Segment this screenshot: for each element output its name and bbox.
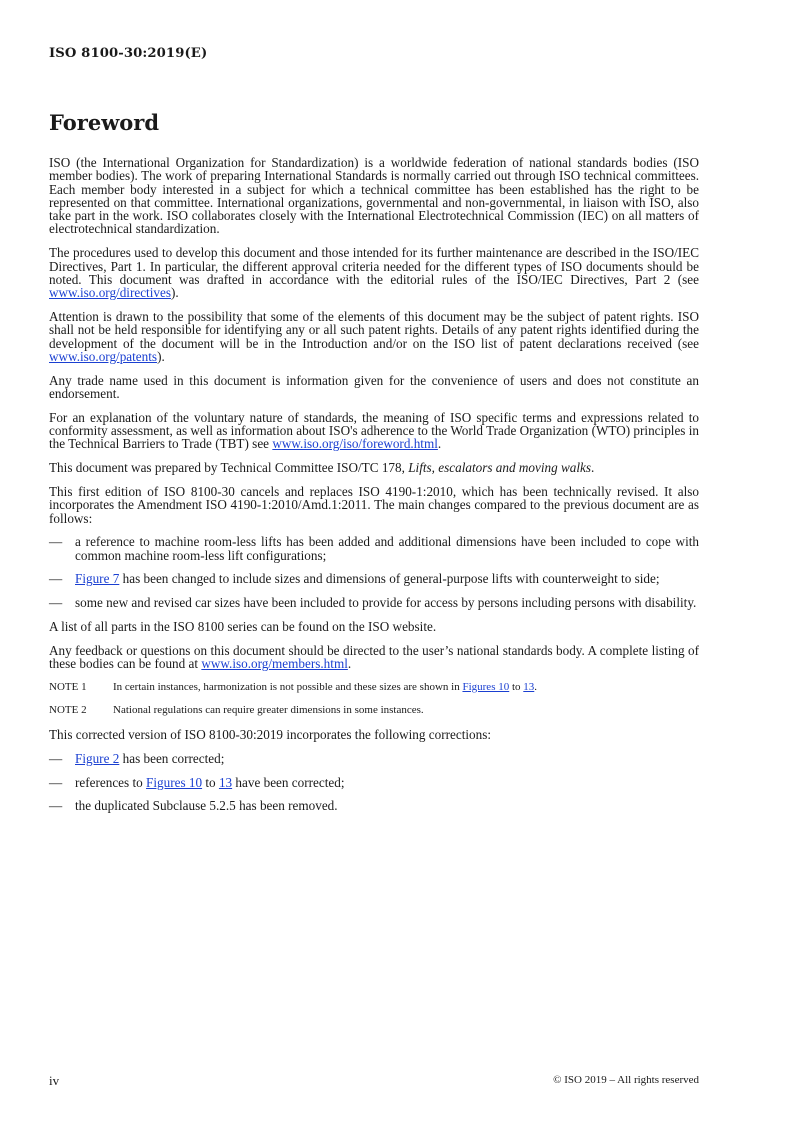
note-1: [49, 681, 699, 694]
paragraph-voluntary: [49, 411, 699, 451]
foreword-info-link[interactable]: www.iso.org/iso/foreword.html: [272, 436, 438, 452]
list-item-text: has been changed to include sizes and dimensions of general-purpose lifts with counterweight to side;: [119, 571, 660, 587]
foreword-body: [49, 156, 699, 823]
note-text-part: .: [534, 680, 538, 693]
paragraph-text: Attention is drawn to the possibility that some of the elements of this document may be the subject of patent rights. ISO shall not be held responsible for identifying any or all such patent rights. Details of any patent rights identified during the development of the document will be in the Introduction and/or on the ISO list of patent declarations received (see: [49, 308, 699, 351]
em-dash: —: [49, 798, 63, 814]
em-dash: —: [49, 534, 63, 550]
list-item-text: a reference to machine room-less lifts has been added and additional dimensions have been included to cope with common machine room-less lift configurations;: [75, 534, 699, 563]
list-item: [49, 535, 699, 562]
list-item-text: the duplicated Subclause 5.2.5 has been removed.: [75, 798, 338, 814]
note-text: [113, 681, 699, 694]
list-item-text: references to: [75, 774, 147, 790]
paragraph-committee: [49, 461, 699, 474]
paragraph-text: .: [591, 460, 595, 476]
paragraph-feedback: [49, 644, 699, 671]
paragraph-text: .: [437, 436, 442, 452]
paragraph-trade-name: Any trade name used in this document is information given for the convenience of users and does not constitute an endorsement.: [49, 372, 699, 401]
patents-link[interactable]: www.iso.org/patents: [49, 348, 158, 364]
list-item: [49, 596, 699, 609]
em-dash: —: [49, 571, 63, 587]
paragraph-patents: [49, 310, 699, 363]
em-dash: —: [49, 750, 63, 766]
figure-13-link[interactable]: 13: [523, 680, 535, 693]
list-item-text: has been corrected;: [119, 750, 225, 766]
page-number: iv: [49, 1073, 60, 1088]
paragraph-corrected-version: This corrected version of ISO 8100-30:2019 incorporates the following corrections:: [49, 726, 492, 742]
list-item: [49, 799, 699, 812]
list-item: [49, 572, 699, 585]
list-item-text: [75, 776, 699, 789]
list-item: [49, 752, 699, 765]
list-item-text: have been corrected;: [232, 774, 345, 790]
note-label: NOTE 1: [49, 680, 87, 693]
page-title: Foreword: [49, 110, 160, 135]
paragraph-edition: This first edition of ISO 8100-30 cancels and replaces ISO 4190-1:2010, which has been technically revised. It also incorporates the Amendment ISO 4190-1:2010/Amd.1:2011. The main changes compared to the previous document are as follows:: [49, 483, 699, 526]
figure-7-link[interactable]: Figure 7: [75, 571, 120, 587]
list-item-text: [75, 572, 699, 585]
paragraph-text: ).: [170, 285, 179, 301]
committee-title: Lifts, escalators and moving walks: [408, 460, 592, 476]
list-item: [49, 776, 699, 789]
copyright-notice: © ISO 2019 – All rights reserved: [553, 1074, 699, 1086]
figure-13-link[interactable]: 13: [218, 774, 233, 790]
note-text: National regulations can require greater dimensions in some instances.: [113, 704, 424, 717]
note-2: [49, 704, 699, 717]
paragraph-text: This document was prepared by Technical Committee ISO/TC 178,: [49, 460, 409, 476]
paragraph-procedures: [49, 246, 699, 299]
em-dash: —: [49, 774, 63, 790]
document-id-header: ISO 8100-30:2019(E): [49, 46, 208, 61]
list-item-text: some new and revised car sizes have been included to provide for access by persons including persons with disability.: [75, 595, 697, 611]
directives-link[interactable]: www.iso.org/directives: [49, 285, 171, 301]
paragraph-series: A list of all parts in the ISO 8100 series can be found on the ISO website.: [49, 619, 437, 635]
note-text-part: In certain instances, harmonization is not possible and these sizes are shown in: [113, 680, 463, 693]
paragraph-text: For an explanation of the voluntary nature of standards, the meaning of ISO specific terms and expressions related to conformity assessment, as well as information about ISO's adherence to the World Trade Organization (WTO) principles in the Technical Barriers to Trade (TBT) see: [49, 409, 699, 452]
note-label: NOTE 2: [49, 704, 87, 717]
list-item-text: to: [202, 774, 219, 790]
members-link[interactable]: www.iso.org/members.html: [201, 656, 348, 672]
paragraph-text: .: [347, 656, 352, 672]
figures-10-link[interactable]: Figures 10: [146, 774, 203, 790]
note-text-part: to: [509, 680, 524, 693]
paragraph-text: The procedures used to develop this document and those intended for its further maintenance are described in the ISO/IEC Directives, Part 1. In particular, the different approval criteria needed for the different types of ISO documents should be noted. This document was drafted in accordance with the editorial rules of the ISO/IEC Directives, Part 2 (see: [49, 245, 699, 287]
figure-2-link[interactable]: Figure 2: [75, 750, 120, 766]
paragraph-iso-intro: ISO (the International Organization for Standardization) is a worldwide federation of national standards bodies (ISO member bodies). The work of preparing International Standards is normally carried out through ISO technical committees. Each member body interested in a subject for which a technical committee has been established has the right to be represented on that committee. International organizations, governmental and non-governmental, in liaison with ISO, also take part in the work. ISO collaborates closely with the International Electrotechnical Commission (IEC) on all matters of electrotechnical standardization.: [49, 155, 699, 237]
paragraph-text: Any feedback or questions on this document should be directed to the user’s national standards body. A complete listing of these bodies can be found at: [49, 642, 699, 672]
em-dash: —: [49, 595, 63, 611]
figures-10-link[interactable]: Figures 10: [462, 680, 510, 693]
list-item-text: [75, 752, 699, 765]
paragraph-text: ).: [157, 348, 165, 364]
